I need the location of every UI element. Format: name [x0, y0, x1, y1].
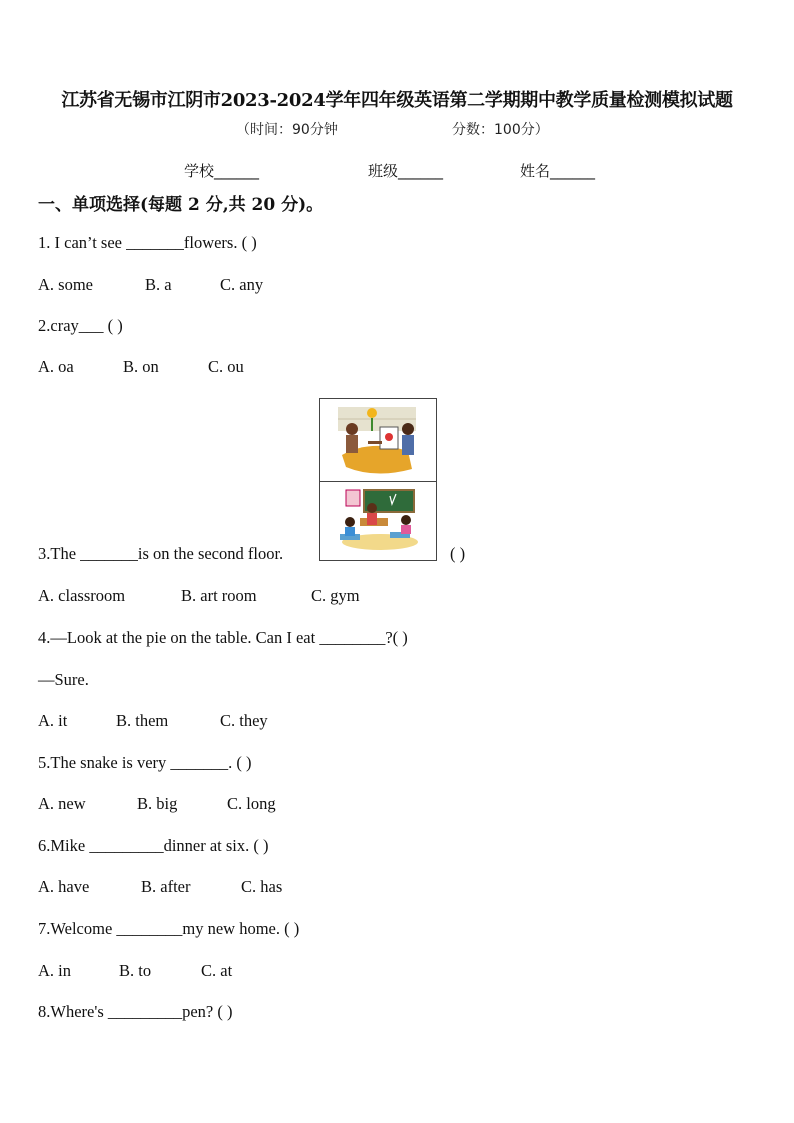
exam-time: （时间：90分钟	[236, 122, 338, 138]
option-4b: B. them	[116, 711, 169, 730]
option-3a: A. classroom	[38, 586, 126, 605]
art-room-illustration	[319, 398, 437, 482]
option-4c: C. they	[220, 711, 268, 730]
section-title: 一、单项选择(每题 2 分,共 20 分)。	[38, 195, 324, 215]
option-5a: A. new	[38, 794, 86, 813]
option-1b: B. a	[145, 275, 172, 294]
question-6: 6.Mike _________dinner at six. ( )	[38, 836, 269, 855]
option-6c: C. has	[241, 877, 283, 896]
question-1: 1. I can’t see _______flowers. ( )	[38, 233, 257, 252]
option-2c: C. ou	[208, 357, 244, 376]
classroom-illustration	[319, 481, 437, 561]
question-8: 8.Where's _________pen? ( )	[38, 1002, 233, 1021]
option-3b: B. art room	[181, 586, 257, 605]
exam-score: 分数：100分）	[452, 122, 549, 138]
option-5c: C. long	[227, 794, 276, 813]
answer-paren-3: ( )	[450, 544, 466, 563]
school-field: 学校______	[184, 162, 260, 180]
option-7c: C. at	[201, 961, 233, 980]
option-1c: C. any	[220, 275, 264, 294]
option-4a: A. it	[38, 711, 68, 730]
question-5: 5.The snake is very _______. ( )	[38, 753, 252, 772]
option-6a: A. have	[38, 877, 90, 896]
option-3c: C. gym	[311, 586, 360, 605]
option-7b: B. to	[119, 961, 152, 980]
option-1a: A. some	[38, 275, 93, 294]
question-4: 4.—Look at the pie on the table. Can I eat ________?( )	[38, 628, 408, 647]
question-3: 3.The _______is on the second floor.	[38, 544, 284, 563]
option-2a: A. oa	[38, 357, 74, 376]
class-field: 班级______	[368, 162, 444, 180]
option-5b: B. big	[137, 794, 178, 813]
option-7a: A. in	[38, 961, 71, 980]
option-2b: B. on	[123, 357, 159, 376]
question-7: 7.Welcome ________my new home. ( )	[38, 919, 300, 938]
option-6b: B. after	[141, 877, 191, 896]
question-4-reply: —Sure.	[38, 670, 89, 689]
page-title: 江苏省无锡市江阴市2023-2024学年四年级英语第二学期期中教学质量检测模拟试题	[61, 90, 733, 111]
name-field: 姓名______	[520, 162, 596, 180]
question-2: 2.cray___ ( )	[38, 316, 123, 335]
